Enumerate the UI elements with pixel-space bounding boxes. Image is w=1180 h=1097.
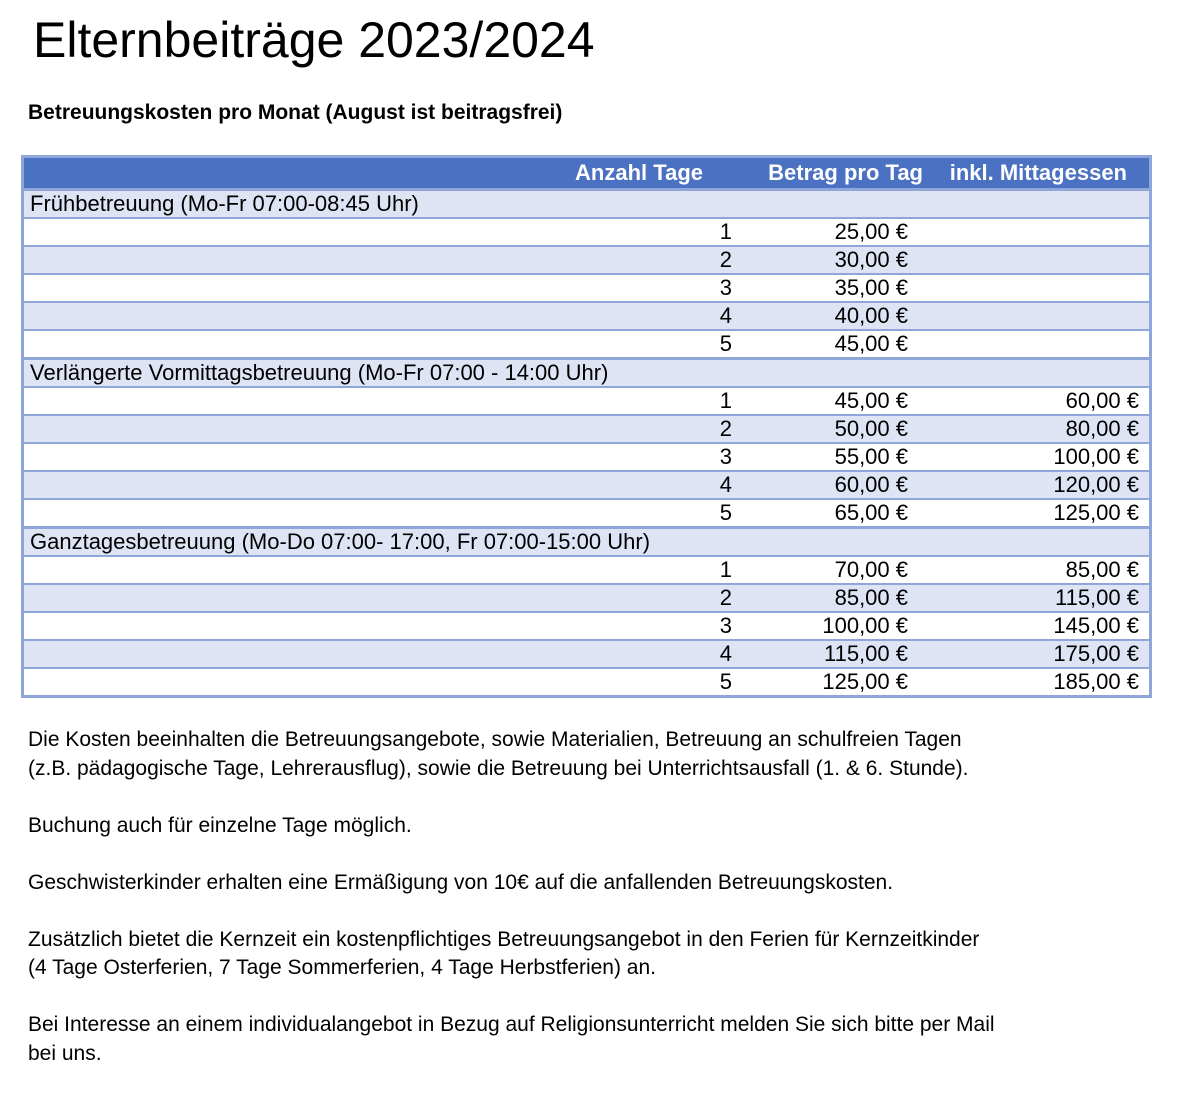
table-row (24, 613, 1149, 639)
cell-anzahl-tage: 1 (719, 557, 732, 582)
cell-anzahl-tage: 3 (719, 613, 732, 638)
table-row (24, 585, 1149, 611)
cell-inkl-mittagessen: 115,00 € (1054, 585, 1139, 610)
table-row (24, 331, 1149, 357)
section-row-vormittagsbetreuung (24, 360, 1149, 386)
cell-betrag: 85,00 € (834, 585, 908, 610)
table-row (24, 275, 1149, 301)
cell-anzahl-tage: 4 (719, 641, 732, 666)
cell-betrag: 45,00 € (834, 331, 908, 356)
table-row (24, 388, 1149, 414)
section-label: Ganztagesbetreuung (Mo-Do 07:00- 17:00, Fr 07:00-15:00 Uhr) (30, 529, 651, 554)
page-title: Elternbeiträge 2023/2024 (33, 12, 595, 68)
table-row (24, 416, 1149, 442)
cell-betrag: 35,00 € (834, 275, 908, 300)
note-line: Buchung auch für einzelne Tage möglich. (28, 813, 412, 837)
cell-anzahl-tage: 3 (719, 444, 732, 469)
note-line: bei uns. (28, 1041, 102, 1065)
note-booking (28, 812, 1158, 841)
table-row (24, 472, 1149, 498)
cell-inkl-mittagessen: 120,00 € (1053, 472, 1139, 497)
cell-inkl-mittagessen: 145,00 € (1053, 613, 1139, 638)
note-line: Bei Interesse an einem individualangebot in Bezug auf Religionsunterricht melden Sie sich bitte per Mail (28, 1013, 995, 1036)
page-subtitle: Betreuungskosten pro Monat (August ist beitragsfrei) (28, 101, 563, 124)
cell-inkl-mittagessen: 125,00 € (1053, 500, 1139, 525)
table-row (24, 557, 1149, 583)
header-anzahl-tage: Anzahl Tage (575, 160, 703, 185)
cell-anzahl-tage: 4 (719, 472, 732, 497)
cell-inkl-mittagessen: 175,00 € (1053, 641, 1139, 666)
cell-anzahl-tage: 3 (719, 275, 732, 300)
cell-betrag: 125,00 € (822, 669, 908, 694)
note-line: Geschwisterkinder erhalten eine Ermäßigung von 10€ auf die anfallenden Betreuungskosten. (28, 870, 894, 894)
cell-anzahl-tage: 2 (719, 585, 732, 610)
table-row (24, 444, 1149, 470)
cell-anzahl-tage: 5 (719, 331, 732, 356)
cell-betrag: 60,00 € (834, 472, 908, 497)
table-row (24, 247, 1149, 273)
note-line: Die Kosten beeinhalten die Betreuungsangebote, sowie Materialien, Betreuung an schulfreien Tagen (28, 728, 962, 751)
cell-inkl-mittagessen: 185,00 € (1053, 669, 1139, 694)
section-row-ganztagesbetreuung (24, 529, 1149, 555)
note-religion (28, 1011, 1158, 1068)
table-row (24, 500, 1149, 526)
cell-anzahl-tage: 2 (719, 247, 732, 272)
cell-betrag: 100,00 € (822, 613, 908, 638)
note-siblings (28, 869, 1158, 898)
note-line: Zusätzlich bietet die Kernzeit ein kostenpflichtiges Betreuungsangebot in den Ferien für Kernzeitkinder (28, 927, 980, 951)
cell-betrag: 115,00 € (823, 641, 908, 666)
cell-inkl-mittagessen: 80,00 € (1065, 416, 1139, 441)
section-label: Verlängerte Vormittagsbetreuung (Mo-Fr 07:00 - 14:00 Uhr) (30, 360, 609, 385)
cell-anzahl-tage: 2 (719, 416, 732, 441)
cell-betrag: 45,00 € (834, 388, 908, 413)
cell-anzahl-tage: 5 (719, 500, 732, 525)
fee-table (21, 155, 1152, 698)
table-header-row (24, 158, 1149, 188)
note-holiday-care (28, 926, 1158, 983)
cell-anzahl-tage: 1 (719, 219, 732, 244)
note-line: (4 Tage Osterferien, 7 Tage Sommerferien, 4 Tage Herbstferien) an. (28, 956, 657, 979)
cell-inkl-mittagessen: 100,00 € (1053, 444, 1139, 469)
header-betrag-pro-tag: Betrag pro Tag (768, 160, 923, 185)
cell-betrag: 30,00 € (834, 247, 908, 272)
table-row (24, 669, 1149, 695)
table-row (24, 303, 1149, 329)
cell-anzahl-tage: 4 (719, 303, 732, 328)
cell-anzahl-tage: 5 (719, 669, 732, 694)
note-line: (z.B. pädagogische Tage, Lehrerausflug), sowie die Betreuung bei Unterrichtsausfall (1. & 6. Stunde). (28, 756, 969, 780)
cell-anzahl-tage: 1 (719, 388, 732, 413)
cell-inkl-mittagessen: 85,00 € (1065, 557, 1139, 582)
note-costs-include (28, 726, 1158, 783)
cell-betrag: 70,00 € (834, 557, 908, 582)
cell-betrag: 25,00 € (834, 219, 908, 244)
cell-betrag: 65,00 € (834, 500, 908, 525)
section-row-fruehbetreuung (24, 191, 1149, 217)
cell-inkl-mittagessen: 60,00 € (1065, 388, 1139, 413)
table-row (24, 219, 1149, 245)
section-label: Frühbetreuung (Mo-Fr 07:00-08:45 Uhr) (30, 191, 419, 216)
cell-betrag: 55,00 € (834, 444, 908, 469)
table-row (24, 641, 1149, 667)
cell-betrag: 40,00 € (834, 303, 908, 328)
cell-betrag: 50,00 € (834, 416, 908, 441)
header-inkl-mittagessen: inkl. Mittagessen (949, 160, 1127, 185)
notes-section (28, 726, 1158, 1097)
